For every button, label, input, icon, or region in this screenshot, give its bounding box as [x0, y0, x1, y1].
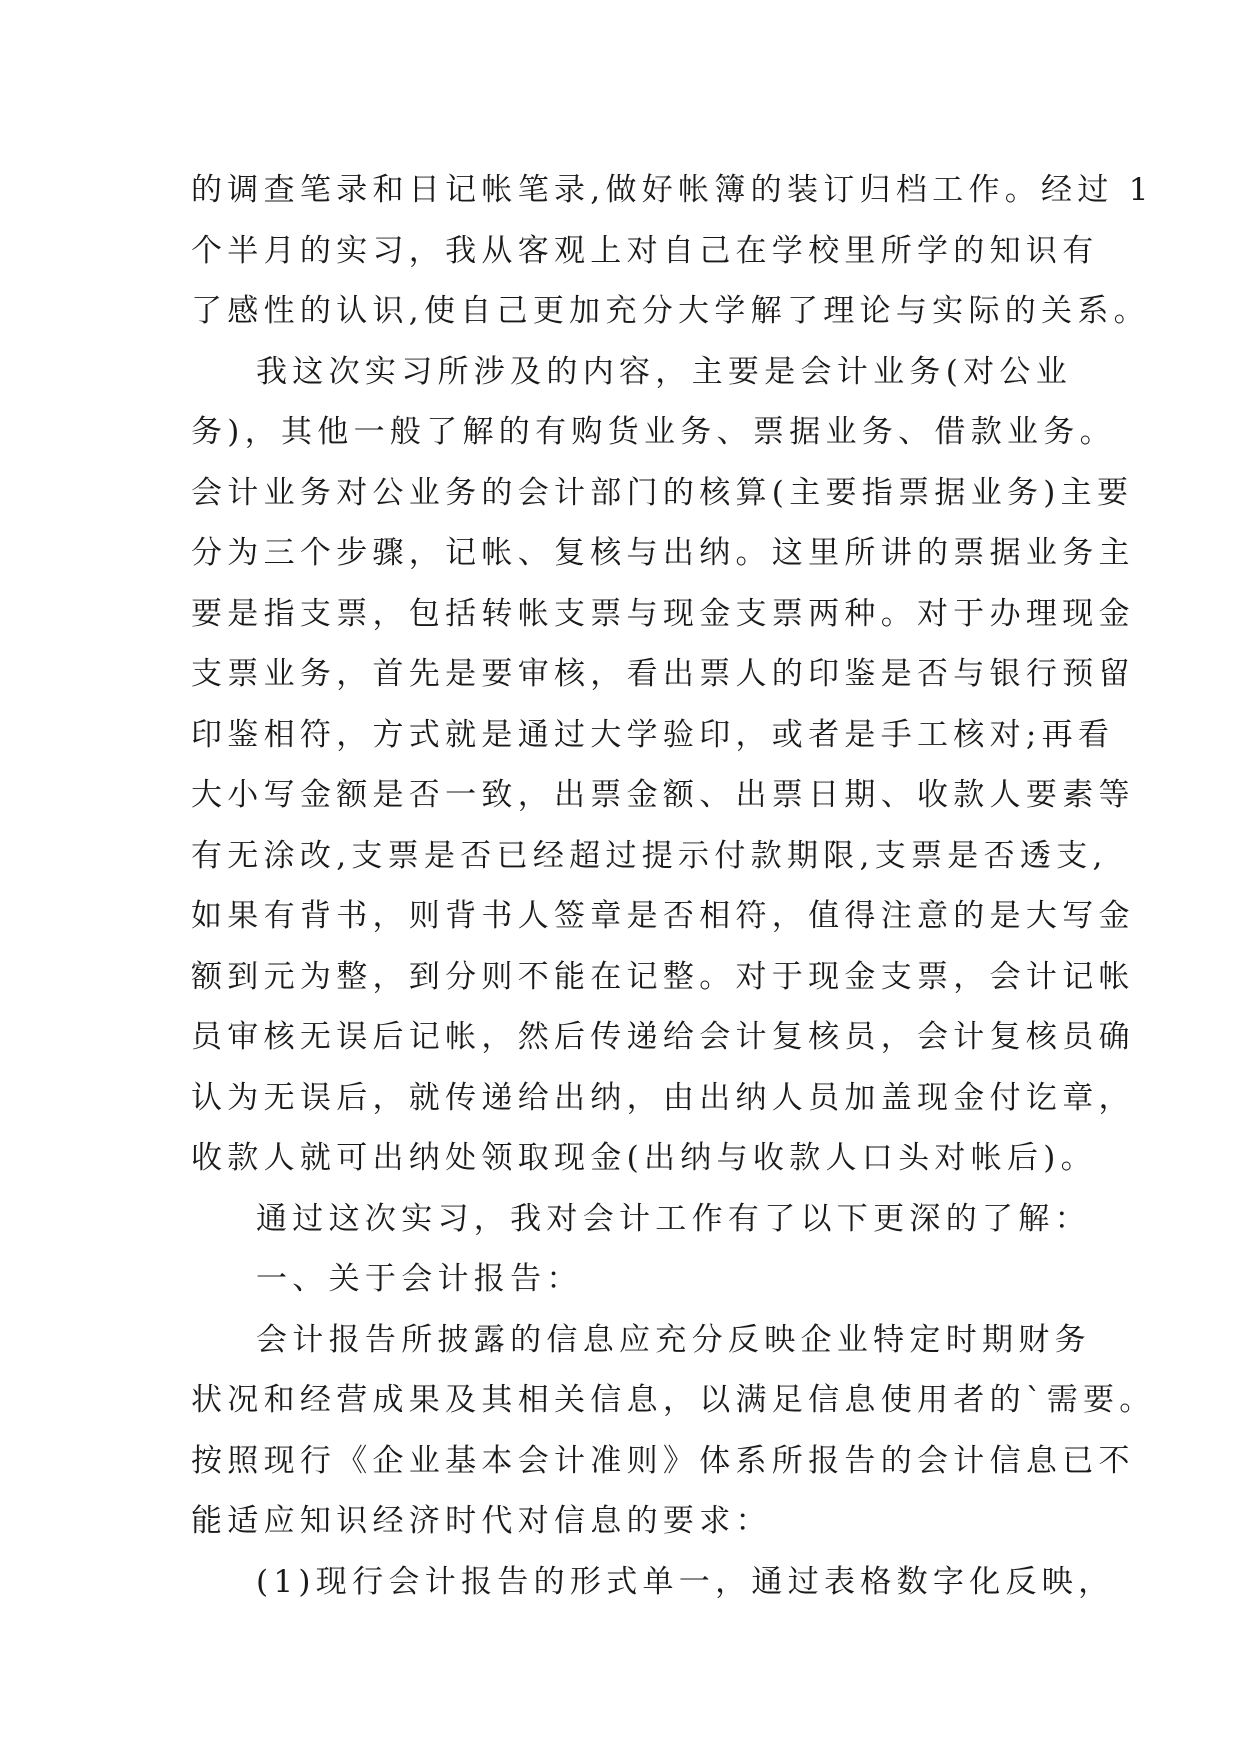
text-line: 收款人就可出纳处领取现金(出纳与收款人口头对帐后)。 [191, 1140, 1097, 1176]
text-line: 我这次实习所涉及的内容，主要是会计业务(对公业 [256, 353, 1072, 390]
text-line: 如果有背书，则背书人签章是否相符，值得注意的是大写金 [191, 898, 1135, 934]
text-line: 大小写金额是否一致，出票金额、出票日期、收款人要素等 [191, 777, 1135, 813]
text-line: 一、关于会计报告： [256, 1261, 583, 1297]
text-line: (1)现行会计报告的形式单一，通过表格数字化反映， [256, 1563, 1115, 1600]
text-line: 会计业务对公业务的会计部门的核算(主要指票据业务)主要 [191, 474, 1134, 511]
text-line: 个半月的实习，我从客观上对自己在学校里所学的知识有 [191, 232, 1099, 269]
text-line: 会计报告所披露的信息应充分反映企业特定时期财务 [256, 1321, 1091, 1358]
text-line: 的调查笔录和日记帐笔录,做好帐簿的装订归档工作。经过 1 [191, 172, 1154, 208]
text-line: 要是指支票，包括转帐支票与现金支票两种。对于办理现金 [191, 595, 1135, 632]
text-line: 了感性的认识,使自己更加充分大学解了理论与实际的关系。 [191, 293, 1150, 329]
text-line: 额到元为整，到分则不能在记整。对于现金支票，会计记帐 [191, 958, 1135, 995]
text-line: 能适应知识经济时代对信息的要求： [191, 1503, 772, 1539]
text-line: 按照现行《企业基本会计准则》体系所报告的会计信息已不 [191, 1442, 1135, 1479]
text-line: 支票业务，首先是要审核，看出票人的印鉴是否与银行预留 [191, 656, 1135, 692]
text-line: 有无涂改,支票是否已经超过提示付款期限,支票是否透支, [191, 837, 1108, 874]
text-line: 状况和经营成果及其相关信息，以满足信息使用者的`需要。 [191, 1382, 1156, 1418]
text-line: 员审核无误后记帐，然后传递给会计复核员，会计复核员确 [191, 1019, 1135, 1055]
text-line: 分为三个步骤，记帐、复核与出纳。这里所讲的票据业务主 [191, 535, 1135, 571]
body-text [191, 160, 1156, 1612]
text-line: 务)，其他一般了解的有购货业务、票据业务、借款业务。 [191, 414, 1116, 450]
text-line: 认为无误后，就传递给出纳，由出纳人员加盖现金付讫章， [191, 1079, 1135, 1116]
text-line: 通过这次实习，我对会计工作有了以下更深的了解： [256, 1200, 1091, 1237]
text-line: 印鉴相符，方式就是通过大学验印，或者是手工核对;再看 [191, 716, 1115, 753]
